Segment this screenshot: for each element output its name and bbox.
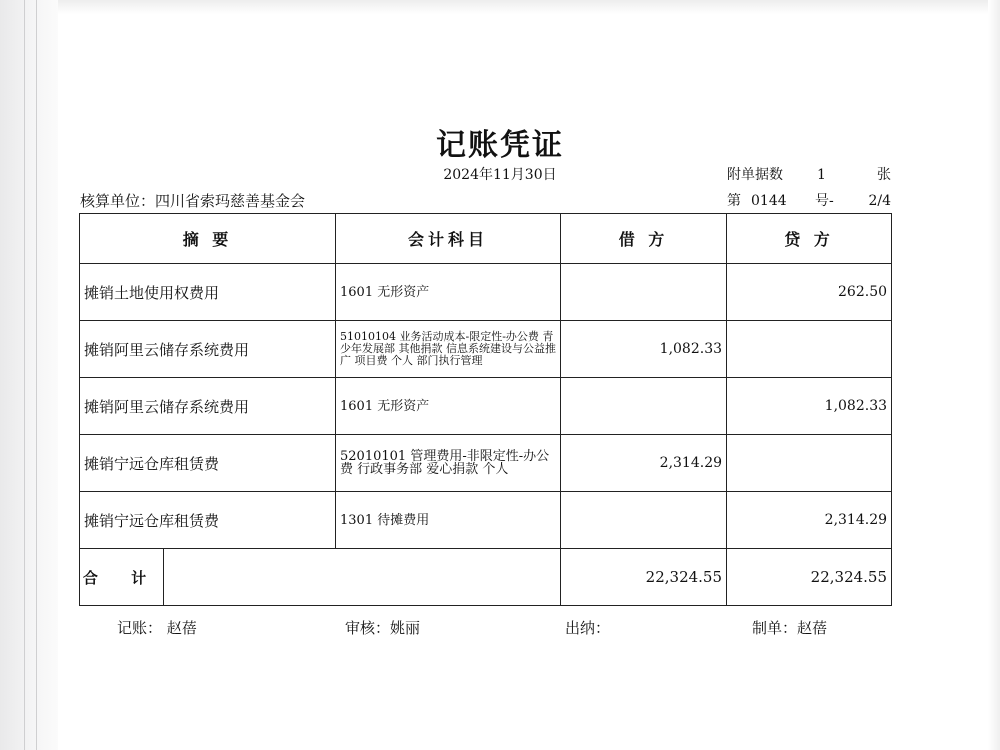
attachment-info bbox=[727, 164, 897, 184]
org-line bbox=[80, 190, 305, 211]
row-subject: 52010101 管理费用-非限定性-办公费 行政事务部 爱心捐款 个人 bbox=[336, 435, 561, 492]
voucher-no-prefix: 第 bbox=[727, 193, 741, 209]
row-credit bbox=[727, 321, 892, 378]
row-credit: 2,314.29 bbox=[727, 492, 892, 549]
row-summary: 摊销阿里云储存系统费用 bbox=[80, 378, 336, 435]
scan-edge-top bbox=[58, 0, 988, 14]
row-subject: 1601 无形资产 bbox=[336, 264, 561, 321]
total-blank bbox=[164, 549, 561, 606]
attachment-unit: 张 bbox=[877, 167, 891, 183]
total-credit: 22,324.55 bbox=[727, 549, 892, 606]
voucher-no: 0144 bbox=[751, 193, 787, 209]
table-row bbox=[80, 264, 892, 321]
scan-edge-right bbox=[988, 0, 1000, 750]
voucher-table bbox=[79, 213, 892, 606]
table-row bbox=[80, 492, 892, 549]
table-row bbox=[80, 435, 892, 492]
voucher-number bbox=[727, 190, 891, 210]
total-label: 合 计 bbox=[80, 549, 164, 606]
attachment-label: 附单据数 bbox=[727, 167, 783, 183]
voucher-title: 记账凭证 bbox=[436, 128, 564, 163]
row-subject: 1301 待摊费用 bbox=[336, 492, 561, 549]
total-row bbox=[80, 549, 892, 606]
table-header-row bbox=[80, 214, 892, 264]
attachment-count: 1 bbox=[817, 167, 826, 183]
header-credit: 贷 方 bbox=[727, 214, 892, 264]
cashier: 出纳： bbox=[565, 619, 611, 637]
row-credit bbox=[727, 435, 892, 492]
total-debit: 22,324.55 bbox=[561, 549, 727, 606]
preparer: 制单：赵蓓 bbox=[752, 619, 828, 637]
row-summary: 摊销宁远仓库租赁费 bbox=[80, 435, 336, 492]
voucher-no-suffix: 号- bbox=[815, 193, 834, 209]
scan-edge-left bbox=[0, 0, 58, 750]
row-debit bbox=[561, 378, 727, 435]
row-summary: 摊销阿里云储存系统费用 bbox=[80, 321, 336, 378]
table-row bbox=[80, 321, 892, 378]
row-subject: 1601 无形资产 bbox=[336, 378, 561, 435]
org-name: 四川省索玛慈善基金会 bbox=[155, 192, 306, 210]
scan-line bbox=[36, 0, 37, 750]
org-label: 核算单位： bbox=[80, 192, 156, 210]
header-subject: 会计科目 bbox=[336, 214, 561, 264]
row-debit bbox=[561, 264, 727, 321]
voucher-page: 2/4 bbox=[868, 193, 891, 209]
row-summary: 摊销土地使用权费用 bbox=[80, 264, 336, 321]
reviewer: 审核：姚丽 bbox=[345, 619, 421, 637]
row-credit: 262.50 bbox=[727, 264, 892, 321]
row-debit bbox=[561, 492, 727, 549]
row-debit: 1,082.33 bbox=[561, 321, 727, 378]
table-row bbox=[80, 378, 892, 435]
bookkeeper: 记账： 赵蓓 bbox=[117, 619, 197, 637]
row-debit: 2,314.29 bbox=[561, 435, 727, 492]
voucher-date: 2024年11月30日 bbox=[443, 167, 557, 183]
row-credit: 1,082.33 bbox=[727, 378, 892, 435]
row-summary: 摊销宁远仓库租赁费 bbox=[80, 492, 336, 549]
row-subject: 51010104 业务活动成本-限定性-办公费 青少年发展部 其他捐款 信息系统建设与公益推广 项目费 个人 部门执行管理 bbox=[336, 321, 561, 378]
header-debit: 借 方 bbox=[561, 214, 727, 264]
scan-line bbox=[24, 0, 25, 750]
header-summary: 摘 要 bbox=[80, 214, 336, 264]
